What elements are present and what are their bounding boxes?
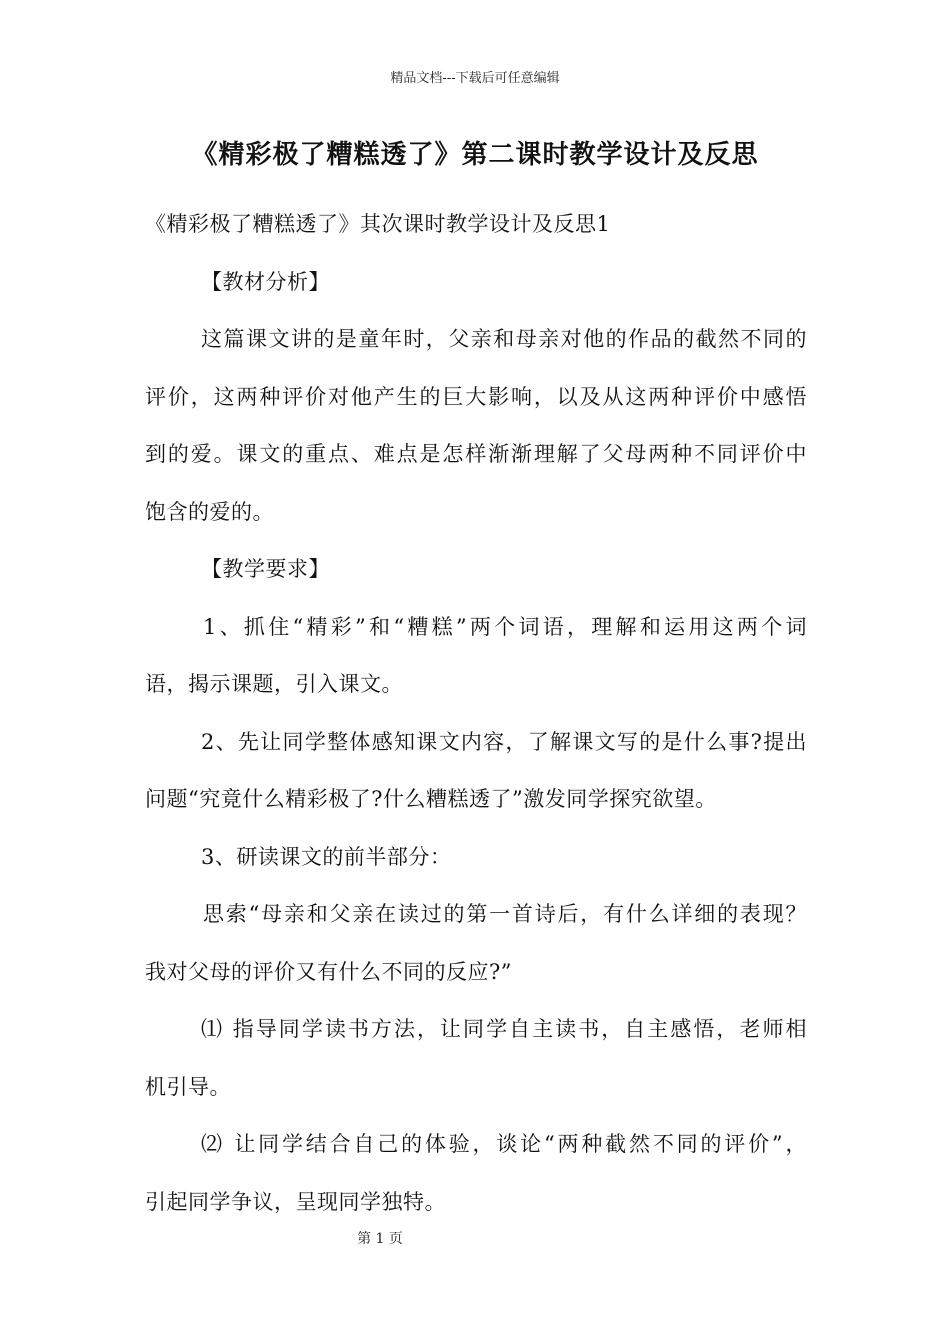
paragraph-line: 思索“母亲和父亲在读过的第一首诗后，有什么详细的表现？ xyxy=(203,902,807,926)
page-header: 精品文档---下载后可任意编辑 xyxy=(390,71,560,86)
subtitle-line: 《精彩极了糟糕透了》其次课时教学设计及反思1 xyxy=(145,212,611,236)
paragraph-line: 饱含的爱的。 xyxy=(145,499,274,524)
paragraph-line: 3、研读课文的前半部分： xyxy=(201,844,452,869)
page-number: 第 1 页 xyxy=(357,1231,403,1247)
document-title: 《精彩极了糟糕透了》第二课时教学设计及反思 xyxy=(191,140,759,170)
document-body xyxy=(145,206,807,1241)
paragraph-line: ⑵ 让同学结合自己的体验，谈论“两种截然不同的评价”， xyxy=(201,1132,807,1156)
paragraph-line: ⑴ 指导同学读书方法，让同学自主读书，自主感悟，老师相 xyxy=(201,1017,807,1041)
paragraph-line: 2、先让同学整体感知课文内容，了解课文写的是什么事?提出 xyxy=(201,729,807,754)
paragraph-line: 我对父母的评价又有什么不同的反应?” xyxy=(145,959,512,984)
paragraph-line: 语，揭示课题，引入课文。 xyxy=(145,672,403,696)
paragraph-line: 1、抓住“精彩”和“糟糕”两个词语，理解和运用这两个词 xyxy=(203,614,807,639)
section-heading-teaching-requirements: 【教学要求】 xyxy=(201,557,330,581)
section-heading-textbook-analysis: 【教材分析】 xyxy=(201,269,330,294)
paragraph-line: 机引导。 xyxy=(145,1074,231,1099)
paragraph-line: 评价，这两种评价对他产生的巨大影响，以及从这两种评价中感悟 xyxy=(145,384,807,409)
paragraph-line: 问题“究竟什么精彩极了?什么糟糕透了”激发同学探究欲望。 xyxy=(145,787,717,811)
paragraph-line: 到的爱。课文的重点、难点是怎样渐渐理解了父母两种不同评价中 xyxy=(145,442,807,466)
paragraph-line: 引起同学争议，呈现同学独特。 xyxy=(145,1189,446,1214)
paragraph-line: 这篇课文讲的是童年时，父亲和母亲对他的作品的截然不同的 xyxy=(201,327,807,351)
